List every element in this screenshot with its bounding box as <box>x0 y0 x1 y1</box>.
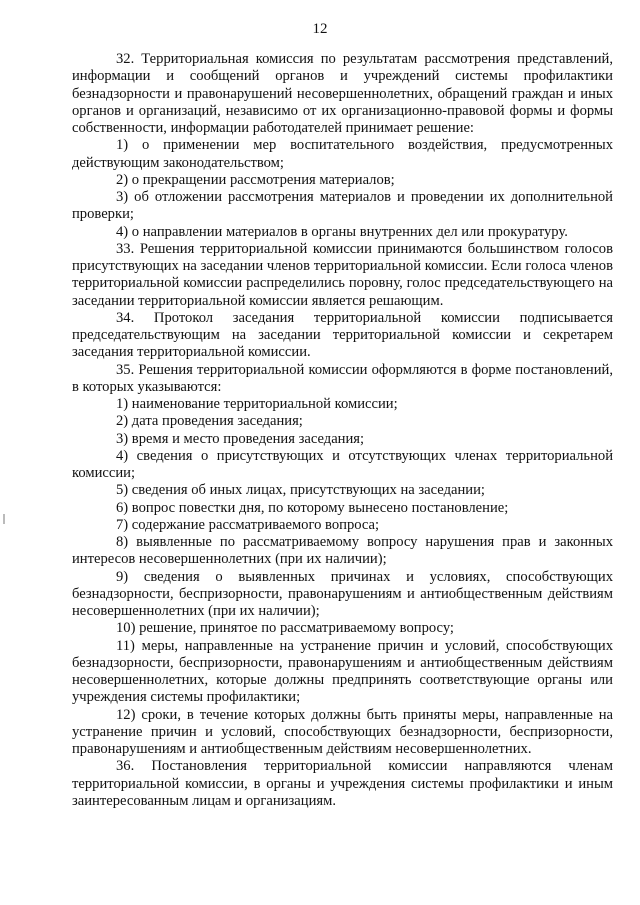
list-item-35-4: 4) сведения о присутствующих и отсутствующих членах территориальной комиссии; <box>72 447 613 481</box>
list-item-35-5: 5) сведения об иных лицах, присутствующих на заседании; <box>116 482 485 499</box>
list-item-32-3: 3) об отложении рассмотрения материалов и проведении их дополнительной проверки; <box>72 189 613 223</box>
list-item-32-2: 2) о прекращении рассмотрения материалов; <box>116 171 395 188</box>
list-item-35-2: 2) дата проведения заседания; <box>116 413 303 430</box>
paragraph-35: 35. Решения территориальной комиссии оформляются в форме постановлений, в которых указываются: <box>72 361 613 395</box>
list-item-35-11: 11) меры, направленные на устранение причин и условий, способствующих безнадзорности, беспризорности, правонарушениям и антиобщественным действиям несовершеннолетних, которые должны предпринять соответствующие органы или учреждения системы профилактики; <box>72 637 613 706</box>
paragraph-33: 33. Решения территориальной комиссии принимаются большинством голосов присутствующих на заседании членов территориальной комиссии. Если голоса членов территориальной комиссии распределились поровну, голос председательствующего на заседании территориальной комиссии является решающим. <box>72 240 613 309</box>
list-item-35-8: 8) выявленные по рассматриваемому вопросу нарушения прав и законных интересов несовершеннолетних (при их наличии); <box>72 534 613 568</box>
list-item-35-9: 9) сведения о выявленных причинах и условиях, способствующих безнадзорности, беспризорности, правонарушениям и антиобщественным действиям несовершеннолетних (при их наличии); <box>72 568 613 619</box>
list-item-32-1: 1) о применении мер воспитательного воздействия, предусмотренных действующим законодательством; <box>72 137 613 171</box>
list-item-32-4: 4) о направлении материалов в органы внутренних дел или прокуратуру. <box>116 223 568 240</box>
list-item-35-10: 10) решение, принятое по рассматриваемому вопросу; <box>116 620 454 637</box>
margin-mark <box>3 514 5 524</box>
list-item-35-12: 12) сроки, в течение которых должны быть приняты меры, направленные на устранение причин и условий, способствующих безнадзорности, беспризорности, правонарушениям и антиобщественным действиям несовершеннолетних. <box>72 706 613 757</box>
list-item-35-7: 7) содержание рассматриваемого вопроса; <box>116 516 380 533</box>
paragraph-32: 32. Территориальная комиссия по результатам рассмотрения представлений, информации и сообщений органов и учреждений системы профилактики безнадзорности и правонарушений несовершеннолетних, обращений граждан и иных органов и организаций, независимо от их организационно-правовой формы и формы собственности, информации работодателей принимает решение: <box>72 51 613 136</box>
list-item-35-3: 3) время и место проведения заседания; <box>116 430 365 447</box>
list-item-35-1: 1) наименование территориальной комиссии; <box>116 396 398 412</box>
document-body <box>72 51 613 810</box>
paragraph-34: 34. Протокол заседания территориальной комиссии подписывается председательствующим на заседании территориальной комиссии и секретарем заседания территориальной комиссии. <box>72 309 613 361</box>
list-item-35-6: 6) вопрос повестки дня, по которому вынесено постановление; <box>116 499 509 516</box>
paragraph-36: 36. Постановления территориальной комиссии направляются членам территориальной комиссии, в органы и учреждения системы профилактики и иным заинтересованным лицам и организациям. <box>72 758 613 809</box>
page-number: 12 <box>312 21 328 37</box>
